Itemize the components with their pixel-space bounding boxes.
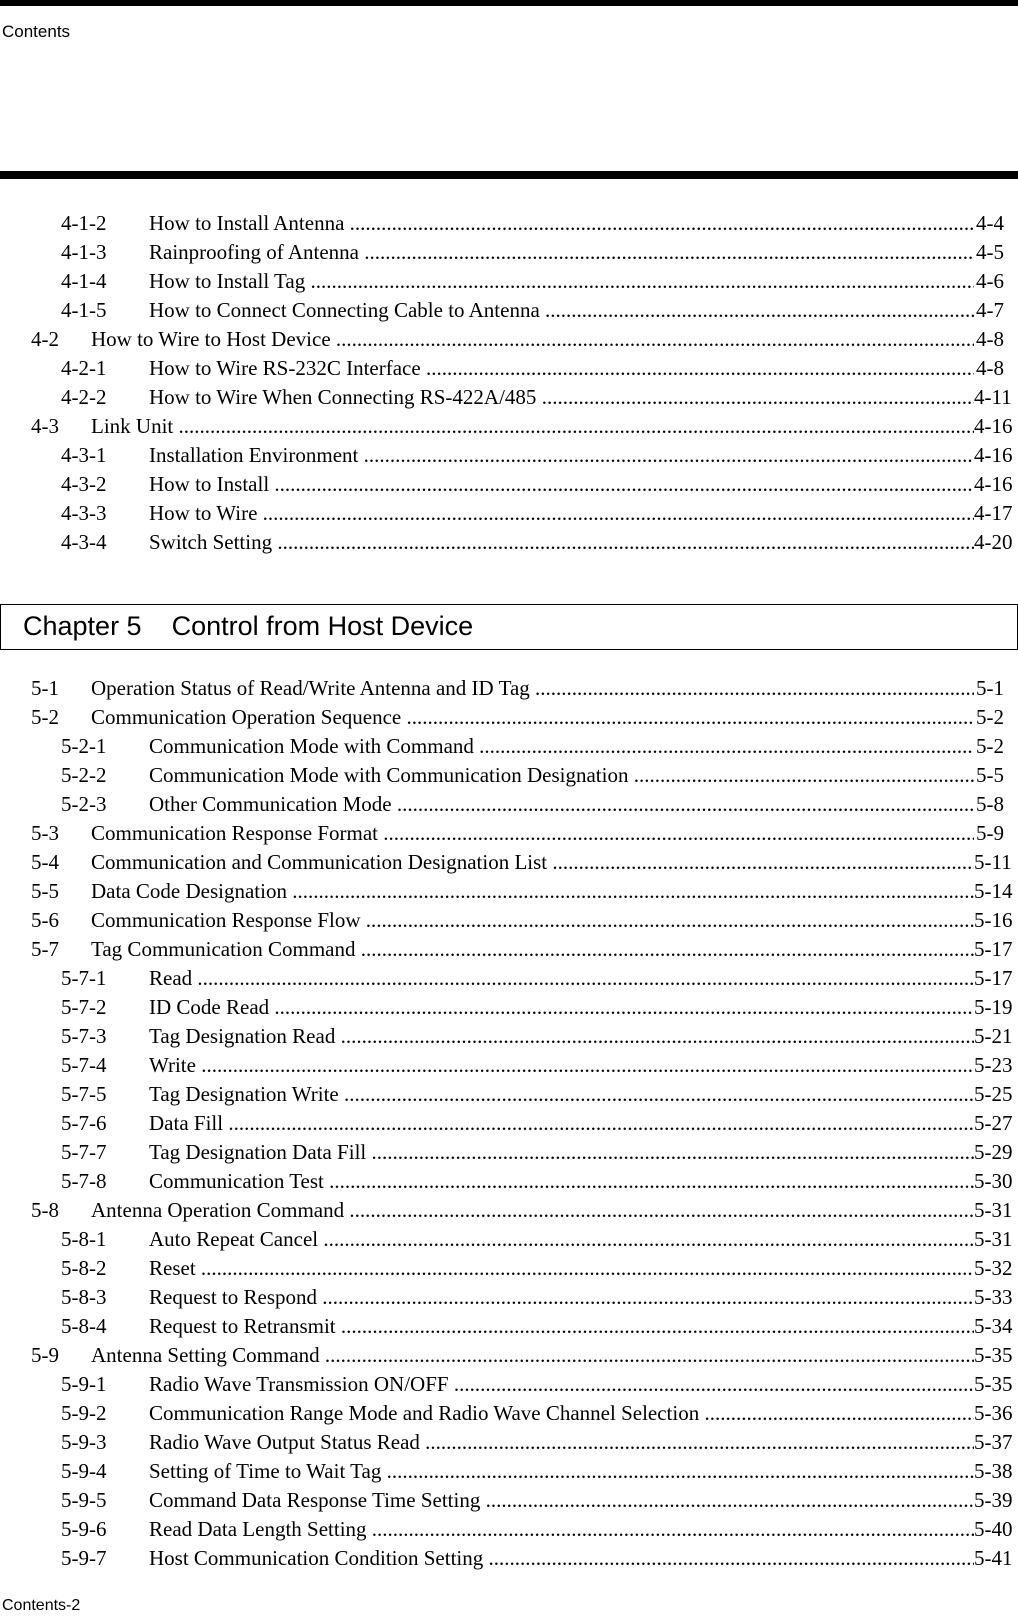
toc-entry-title: Tag Designation Data Fill .....: [149, 1138, 974, 1167]
toc-entry-title: Tag Designation Read .....: [149, 1022, 974, 1051]
toc-entry-number: 5-8-4: [61, 1314, 107, 1338]
toc-entry[interactable]: [0, 906, 1018, 935]
toc-entry-page: 4-17: [974, 499, 1004, 528]
header-bottom-rule: [0, 171, 1018, 179]
chapter-title: Chapter 5 Control from Host Device: [23, 611, 474, 641]
toc-entry-number: 5-7-2: [61, 995, 107, 1019]
toc-entry-number: 4-3-3: [61, 501, 107, 525]
toc-entry-page: 5-14: [974, 877, 1004, 906]
toc-entry-title: Radio Wave Transmission ON/OFF .....: [149, 1370, 974, 1399]
toc-entry[interactable]: [0, 761, 1018, 790]
toc-entry[interactable]: [0, 848, 1018, 877]
toc-entry-title: Operation Status of Read/Write Antenna and ID Tag .....: [91, 674, 974, 703]
toc-entry-page: 5-16: [974, 906, 1004, 935]
toc-entry[interactable]: [0, 1196, 1018, 1225]
toc-entry-page: 5-23: [974, 1051, 1004, 1080]
toc-entry-page: 5-17: [974, 964, 1004, 993]
toc-entry-number: 4-2: [31, 327, 59, 351]
toc-entry-number: 5-7-5: [61, 1082, 107, 1106]
toc-entry-number: 5-9-4: [61, 1459, 107, 1483]
toc-entry-number: 5-7-8: [61, 1169, 107, 1193]
toc-entry-title: Antenna Setting Command .....: [91, 1341, 974, 1370]
toc-entry[interactable]: [0, 1544, 1018, 1573]
toc-entry-title: How to Wire .....: [149, 499, 974, 528]
toc-entry[interactable]: [0, 964, 1018, 993]
toc-entry[interactable]: [0, 1167, 1018, 1196]
toc-entry-title: Request to Retransmit .....: [149, 1312, 974, 1341]
toc-section-chapter-4: [0, 209, 1018, 557]
toc-entry-number: 5-1: [31, 676, 59, 700]
toc-entry-title: How to Install Antenna .....: [149, 209, 974, 238]
toc-entry-title: Data Fill .....: [149, 1109, 974, 1138]
toc-entry-number: 5-9-7: [61, 1546, 107, 1570]
toc-entry-page: 5-2: [974, 703, 1004, 732]
toc-entry-title: Antenna Operation Command .....: [91, 1196, 974, 1225]
toc-entry-page: 4-8: [974, 325, 1004, 354]
toc-entry-number: 4-1-5: [61, 298, 107, 322]
toc-entry-title: Communication Mode with Command .....: [149, 732, 974, 761]
toc-entry[interactable]: [0, 819, 1018, 848]
toc-entry-page: 5-33: [974, 1283, 1004, 1312]
toc-entry[interactable]: [0, 238, 1018, 267]
toc-entry-number: 4-3: [31, 414, 59, 438]
toc-entry-title: Request to Respond .....: [149, 1283, 974, 1312]
toc-entry-title: Command Data Response Time Setting .....: [149, 1486, 974, 1515]
chapter-heading-box: [0, 604, 1018, 650]
toc-entry[interactable]: [0, 993, 1018, 1022]
toc-entry-page: 5-2: [974, 732, 1004, 761]
toc-entry[interactable]: [0, 732, 1018, 761]
toc-entry-page: 5-36: [974, 1399, 1004, 1428]
toc-entry[interactable]: [0, 1225, 1018, 1254]
toc-entry-page: 4-4: [974, 209, 1004, 238]
toc-entry[interactable]: [0, 1051, 1018, 1080]
toc-entry-number: 5-9-3: [61, 1430, 107, 1454]
toc-entry-title: Communication Operation Sequence .....: [91, 703, 974, 732]
toc-entry-number: 5-2-3: [61, 792, 107, 816]
running-header: Contents: [2, 22, 71, 41]
toc-entry-number: 5-7-4: [61, 1053, 107, 1077]
toc-entry-page: 4-6: [974, 267, 1004, 296]
toc-entry-title: Switch Setting .....: [149, 528, 974, 557]
toc-entry-number: 5-9-2: [61, 1401, 107, 1425]
toc-entry-page: 5-35: [974, 1341, 1004, 1370]
toc-entry-title: Write .....: [149, 1051, 974, 1080]
toc-entry-page: 4-11: [974, 383, 1004, 412]
page-number: Contents-2: [2, 1597, 81, 1614]
toc-entry-title: Read .....: [149, 964, 974, 993]
toc-entry-title: ID Code Read .....: [149, 993, 974, 1022]
toc-entry-title: Data Code Designation .....: [91, 877, 974, 906]
toc-section-chapter-5: [0, 674, 1018, 1573]
toc-entry-page: 5-5: [974, 761, 1004, 790]
toc-entry-page: 5-21: [974, 1022, 1004, 1051]
toc-entry-page: 4-16: [974, 412, 1004, 441]
toc-entry-number: 5-2: [31, 705, 59, 729]
toc-entry-page: 5-39: [974, 1486, 1004, 1515]
toc-entry[interactable]: [0, 1515, 1018, 1544]
toc-entry[interactable]: [0, 412, 1018, 441]
toc-entry[interactable]: [0, 499, 1018, 528]
toc-entry-page: 5-17: [974, 935, 1004, 964]
toc-entry-page: 5-38: [974, 1457, 1004, 1486]
toc-entry[interactable]: [0, 383, 1018, 412]
toc-entry-title: Tag Designation Write .....: [149, 1080, 974, 1109]
toc-entry-number: 5-6: [31, 908, 59, 932]
toc-entry-number: 5-9-6: [61, 1517, 107, 1541]
toc-entry[interactable]: [0, 1283, 1018, 1312]
toc-entry-page: 4-5: [974, 238, 1004, 267]
toc-entry-page: 5-34: [974, 1312, 1004, 1341]
toc-entry-title: Rainproofing of Antenna .....: [149, 238, 974, 267]
toc-entry-page: 5-1: [974, 674, 1004, 703]
toc-entry-page: 5-29: [974, 1138, 1004, 1167]
toc-entry[interactable]: [0, 1312, 1018, 1341]
toc-entry-page: 5-40: [974, 1515, 1004, 1544]
toc-entry-title: How to Connect Connecting Cable to Antenna .....: [149, 296, 974, 325]
toc-entry-title: Host Communication Condition Setting .....: [149, 1544, 974, 1573]
toc-entry[interactable]: [0, 1428, 1018, 1457]
toc-entry-number: 5-8: [31, 1198, 59, 1222]
toc-entry-number: 5-9: [31, 1343, 59, 1367]
toc-entry-page: 5-27: [974, 1109, 1004, 1138]
toc-entry[interactable]: [0, 267, 1018, 296]
toc-entry-number: 5-9-5: [61, 1488, 107, 1512]
toc-entry-number: 4-2-2: [61, 385, 107, 409]
toc-entry-title: Link Unit .....: [91, 412, 974, 441]
toc-entry[interactable]: [0, 935, 1018, 964]
toc-entry-number: 5-7-3: [61, 1024, 107, 1048]
toc-entry-number: 5-8-2: [61, 1256, 107, 1280]
toc-entry[interactable]: [0, 1022, 1018, 1051]
toc-entry-page: 5-37: [974, 1428, 1004, 1457]
toc-entry[interactable]: [0, 674, 1018, 703]
toc-entry[interactable]: [0, 1457, 1018, 1486]
toc-entry-number: 4-3-4: [61, 530, 107, 554]
toc-entry[interactable]: [0, 1080, 1018, 1109]
toc-entry[interactable]: [0, 470, 1018, 499]
toc-entry-title: How to Install .....: [149, 470, 974, 499]
toc-entry-title: Communication Range Mode and Radio Wave Channel Selection .....: [149, 1399, 974, 1428]
toc-entry-page: 5-30: [974, 1167, 1004, 1196]
toc-entry-number: 5-2-1: [61, 734, 107, 758]
toc-entry-number: 5-2-2: [61, 763, 107, 787]
toc-entry[interactable]: [0, 296, 1018, 325]
toc-entry-page: 5-19: [974, 993, 1004, 1022]
toc-entry-number: 5-5: [31, 879, 59, 903]
toc-entry[interactable]: [0, 354, 1018, 383]
toc-entry-title: Installation Environment .....: [149, 441, 974, 470]
toc-entry-number: 4-1-2: [61, 211, 107, 235]
toc-entry-page: 4-16: [974, 470, 1004, 499]
toc-entry[interactable]: [0, 1138, 1018, 1167]
toc-entry-title: How to Wire When Connecting RS-422A/485 .....: [149, 383, 974, 412]
toc-entry-number: 5-7-7: [61, 1140, 107, 1164]
toc-entry-number: 4-1-4: [61, 269, 107, 293]
toc-entry-page: 5-32: [974, 1254, 1004, 1283]
toc-entry-number: 5-7-6: [61, 1111, 107, 1135]
toc-entry[interactable]: [0, 1109, 1018, 1138]
toc-entry-title: Other Communication Mode .....: [149, 790, 974, 819]
toc-entry-page: 5-31: [974, 1225, 1004, 1254]
toc-entry-page: 5-8: [974, 790, 1004, 819]
toc-entry-page: 5-25: [974, 1080, 1004, 1109]
toc-entry-title: Tag Communication Command .....: [91, 935, 974, 964]
toc-entry[interactable]: [0, 209, 1018, 238]
header-top-rule: [0, 0, 1018, 6]
toc-entry-page: 4-8: [974, 354, 1004, 383]
toc-entry-number: 5-7-1: [61, 966, 107, 990]
toc-entry-title: Communication and Communication Designation List .....: [91, 848, 974, 877]
toc-entry[interactable]: [0, 1399, 1018, 1428]
toc-entry[interactable]: [0, 1341, 1018, 1370]
toc-entry[interactable]: [0, 1486, 1018, 1515]
toc-entry-title: How to Wire RS-232C Interface .....: [149, 354, 974, 383]
toc-entry-number: 4-2-1: [61, 356, 107, 380]
toc-entry-page: 5-35: [974, 1370, 1004, 1399]
toc-entry-title: Read Data Length Setting .....: [149, 1515, 974, 1544]
toc-entry-number: 5-9-1: [61, 1372, 107, 1396]
toc-entry-page: 4-16: [974, 441, 1004, 470]
toc-entry-title: Reset .....: [149, 1254, 974, 1283]
toc-entry-page: 5-9: [974, 819, 1004, 848]
toc-entry[interactable]: [0, 703, 1018, 732]
toc-entry[interactable]: [0, 528, 1018, 557]
toc-entry[interactable]: [0, 325, 1018, 354]
toc-entry-title: How to Install Tag .....: [149, 267, 974, 296]
toc-entry-page: 5-11: [974, 848, 1004, 877]
toc-entry-title: Communication Response Format .....: [91, 819, 974, 848]
toc-entry-page: 4-20: [974, 528, 1004, 557]
toc-entry[interactable]: [0, 1254, 1018, 1283]
toc-entry[interactable]: [0, 441, 1018, 470]
toc-entry-title: Communication Mode with Communication Designation .....: [149, 761, 974, 790]
toc-entry-number: 4-3-1: [61, 443, 107, 467]
toc-entry-number: 5-3: [31, 821, 59, 845]
toc-entry[interactable]: [0, 790, 1018, 819]
toc-entry-number: 5-8-1: [61, 1227, 107, 1251]
toc-entry-title: Auto Repeat Cancel .....: [149, 1225, 974, 1254]
toc-entry-title: Communication Test .....: [149, 1167, 974, 1196]
toc-entry[interactable]: [0, 877, 1018, 906]
toc-entry[interactable]: [0, 1370, 1018, 1399]
toc-entry-page: 4-7: [974, 296, 1004, 325]
toc-entry-page: 5-31: [974, 1196, 1004, 1225]
toc-entry-title: Setting of Time to Wait Tag .....: [149, 1457, 974, 1486]
toc-entry-number: 4-1-3: [61, 240, 107, 264]
toc-entry-title: Radio Wave Output Status Read .....: [149, 1428, 974, 1457]
toc-entry-title: How to Wire to Host Device .....: [91, 325, 974, 354]
toc-entry-number: 4-3-2: [61, 472, 107, 496]
toc-entry-number: 5-8-3: [61, 1285, 107, 1309]
toc-entry-title: Communication Response Flow .....: [91, 906, 974, 935]
toc-entry-number: 5-4: [31, 850, 59, 874]
toc-entry-page: 5-41: [974, 1544, 1004, 1573]
toc-entry-number: 5-7: [31, 937, 59, 961]
